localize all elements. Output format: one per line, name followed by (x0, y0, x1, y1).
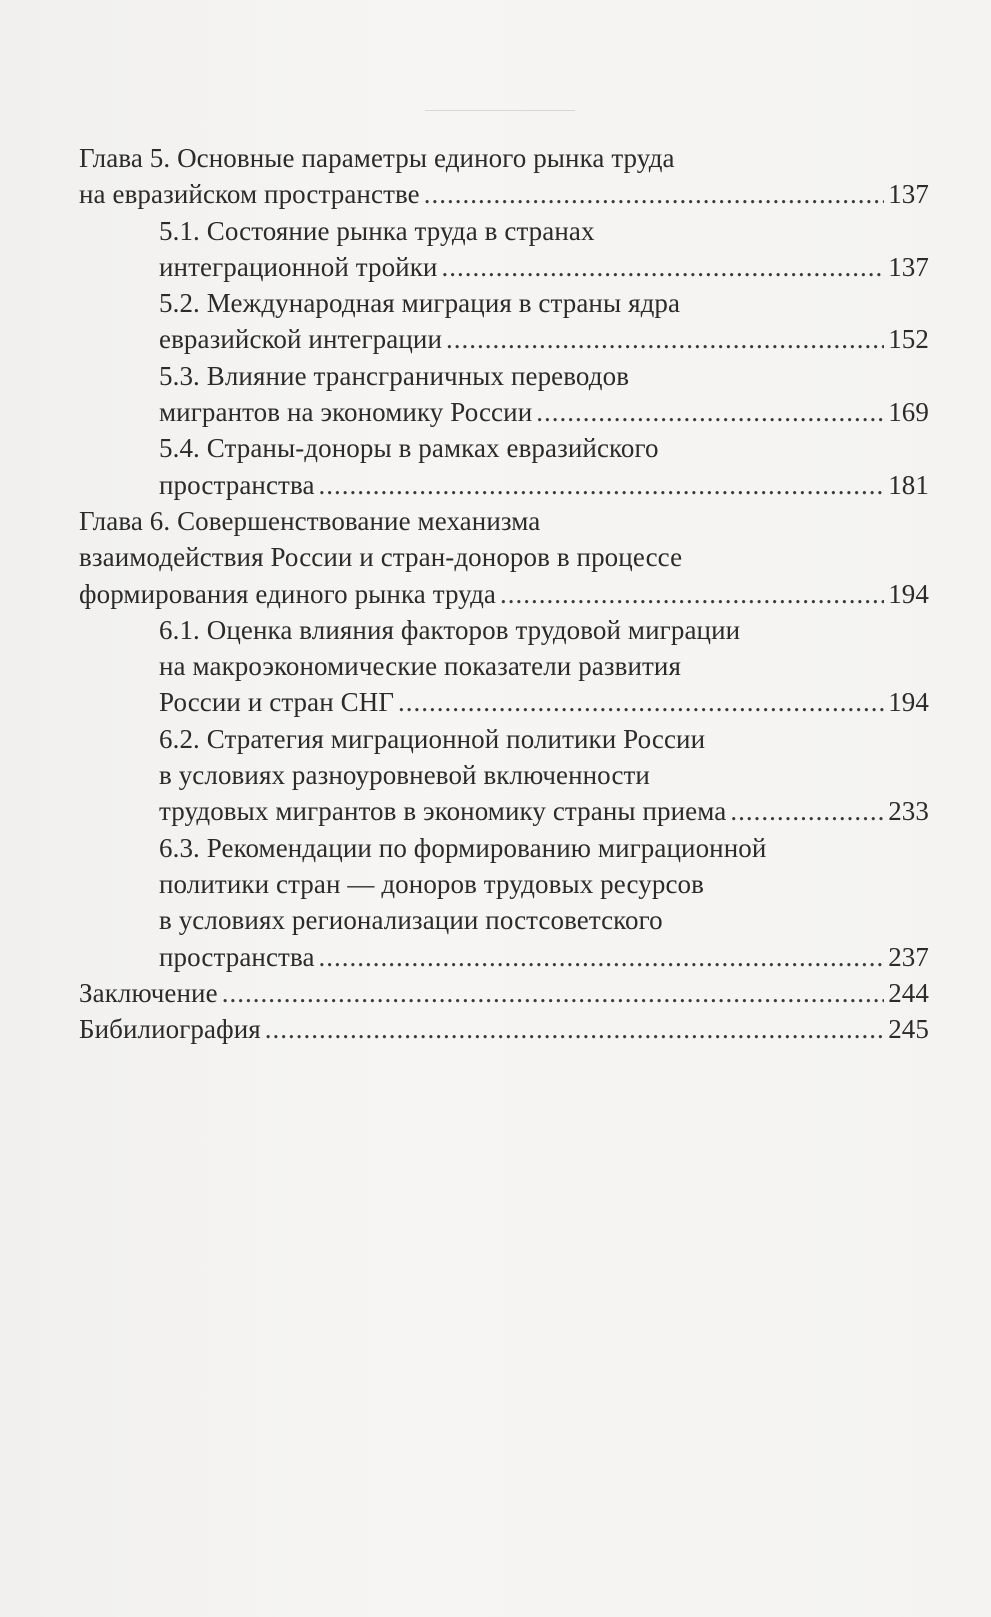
toc-entry-text: евразийской интеграции (159, 324, 442, 355)
page-number: 233 (888, 796, 929, 827)
toc-entry-text: интеграционной тройки (159, 251, 438, 282)
page-number: 181 (888, 469, 929, 500)
toc-entry-text: трудовых мигрантов в экономику страны приема (159, 796, 727, 827)
toc-entry-text: 5.1. Состояние рынка труда в странах (159, 215, 595, 246)
toc-entry-text: Глава 5. Основные параметры единого рынка труда (79, 143, 675, 173)
leader-dots (319, 467, 885, 503)
page-number: 169 (888, 397, 929, 428)
page-number: 194 (888, 687, 929, 718)
page-number: 152 (888, 324, 929, 355)
page-number: 245 (888, 1014, 929, 1045)
toc-entry-text: пространства (159, 469, 315, 500)
toc-entry-text: в условиях разноуровневой включенности (159, 760, 650, 791)
toc-entry-text: 5.3. Влияние трансграничных переводов (159, 360, 630, 391)
toc-entry-text: 6.1. Оценка влияния факторов трудовой миграции (159, 614, 741, 645)
toc-entry-section-6-2 (79, 721, 929, 830)
toc-entry-text: России и стран СНГ (159, 687, 395, 718)
leader-dots (222, 975, 884, 1011)
toc-entry-text: Заключение (79, 977, 218, 1008)
toc-entry-text: политики стран — доноров трудовых ресурсов (159, 868, 704, 899)
toc-entry-text: на евразийском пространстве (79, 179, 420, 210)
leader-dots (265, 1011, 884, 1047)
toc-entry-section-5-1 (79, 213, 929, 286)
toc-entry-text: Бибилиография (79, 1014, 261, 1045)
toc-entry-text: в условиях регионализации постсоветского (159, 905, 663, 936)
toc-entry-section-5-3 (79, 358, 929, 431)
toc-entry-chapter-6 (79, 503, 929, 612)
toc-entry-section-6-1 (79, 612, 929, 721)
leader-dots (441, 249, 884, 285)
toc-entry-text: на макроэкономические показатели развития (159, 651, 682, 682)
table-of-contents (79, 140, 929, 1047)
toc-entry-bibliography (79, 1011, 929, 1047)
toc-entry-section-5-4 (79, 430, 929, 503)
header-rule (425, 110, 575, 111)
page-number: 137 (888, 179, 929, 210)
leader-dots (730, 793, 884, 829)
toc-entry-text: 6.2. Стратегия миграционной политики России (159, 723, 706, 754)
toc-entry-text: 5.4. Страны-доноры в рамках евразийского (159, 433, 659, 464)
toc-entry-text: 6.3. Рекомендации по формированию миграционной (159, 832, 767, 863)
toc-entry-text: мигрантов на экономику России (159, 397, 533, 428)
leader-dots (398, 684, 884, 720)
page-number: 137 (888, 251, 929, 282)
toc-entry-section-6-3 (79, 830, 929, 975)
toc-entry-text: Глава 6. Совершенствование механизма (79, 505, 541, 536)
page-number: 244 (888, 977, 929, 1008)
toc-entry-conclusion (79, 975, 929, 1011)
toc-entry-text: 5.2. Международная миграция в страны ядра (159, 288, 681, 319)
toc-entry-chapter-5 (79, 140, 929, 213)
leader-dots (500, 576, 884, 612)
toc-entry-section-5-2 (79, 285, 929, 358)
page-number: 237 (888, 941, 929, 972)
page-number: 194 (888, 578, 929, 609)
leader-dots (446, 321, 884, 357)
toc-entry-text: пространства (159, 941, 315, 972)
leader-dots (319, 939, 885, 975)
toc-entry-text: формирования единого рынка труда (79, 578, 497, 609)
toc-entry-text: взаимодействия России и стран-доноров в процессе (79, 542, 683, 573)
leader-dots (424, 176, 884, 212)
leader-dots (536, 394, 884, 430)
